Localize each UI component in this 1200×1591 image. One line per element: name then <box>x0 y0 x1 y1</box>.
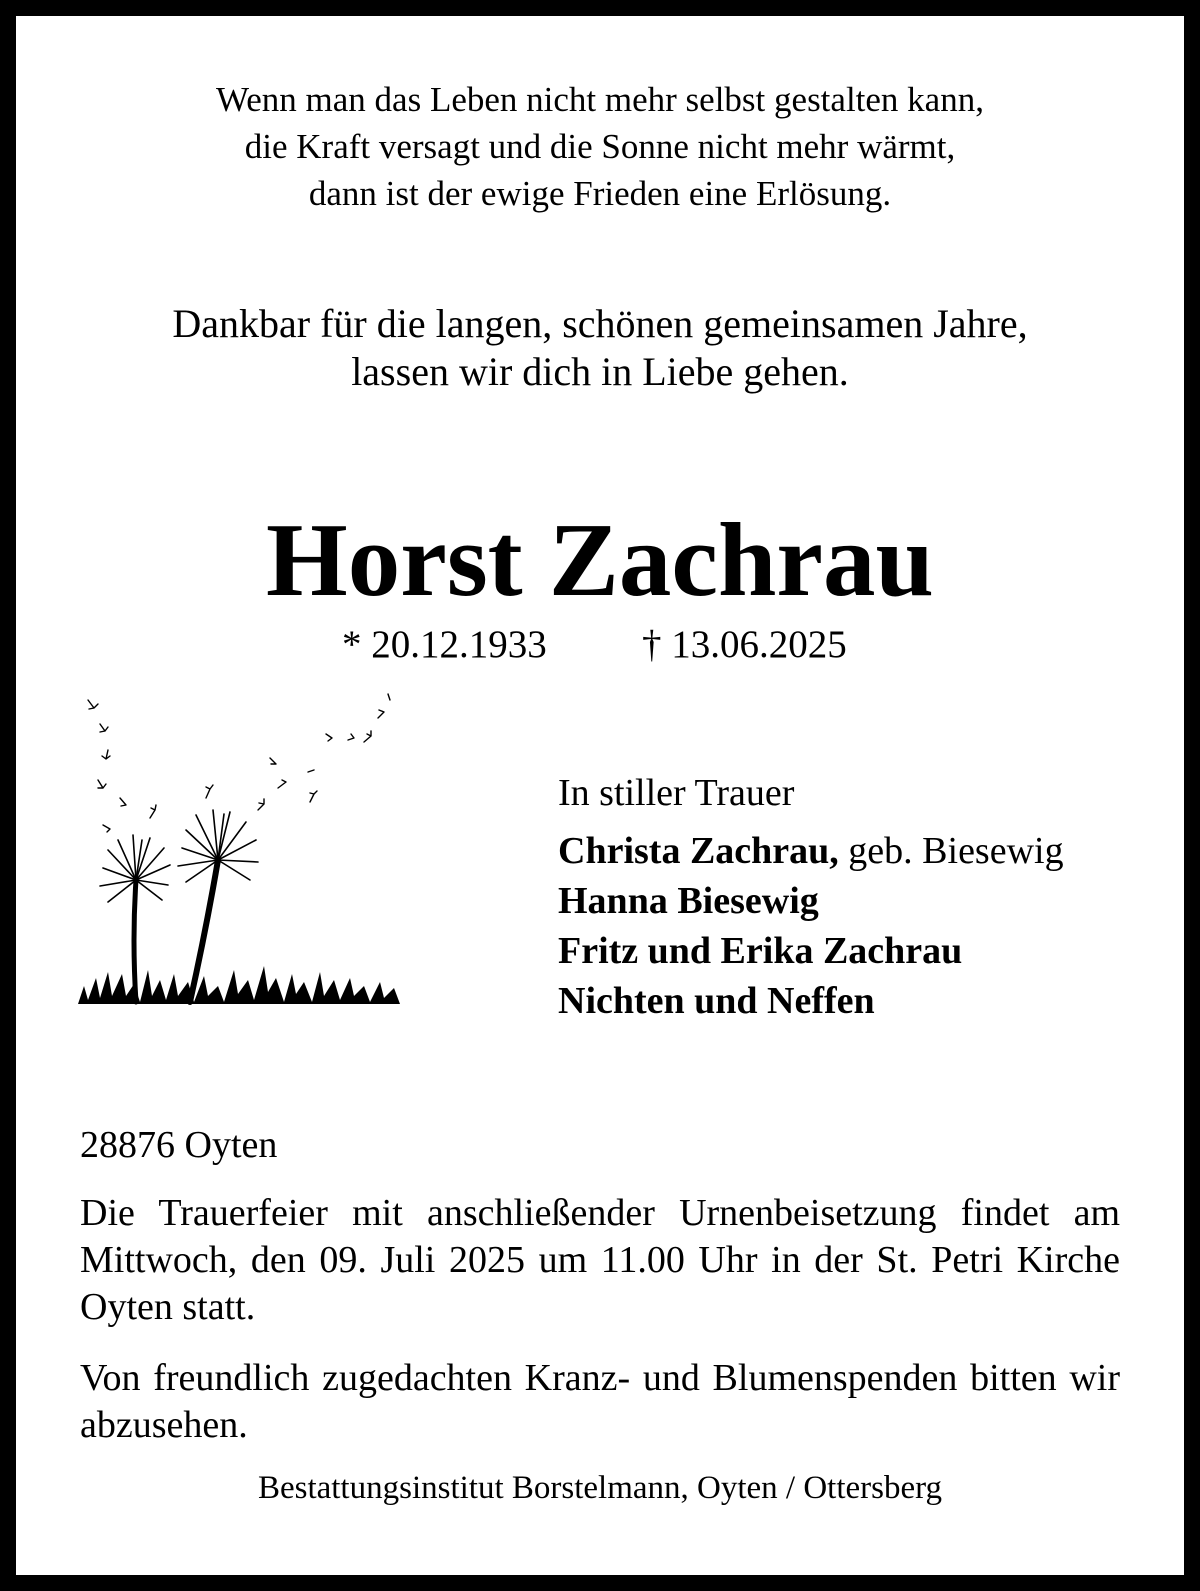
mourning-intro: In stiller Trauer <box>558 772 795 814</box>
ceremony-info <box>80 1190 1120 1331</box>
mourners-block <box>558 768 1064 1026</box>
thanks-line-2: lassen wir dich in Liebe gehen. <box>351 349 849 394</box>
location: 28876 Oyten <box>80 1124 278 1166</box>
flowers-line-2: wir abzusehen. <box>80 1357 1120 1446</box>
opening-quote <box>16 76 1184 217</box>
quote-line-2: die Kraft versagt und die Sonne nicht mehr wärmt, <box>244 127 956 166</box>
mourner-fritz-erika: Fritz und Erika Zachrau <box>558 930 963 972</box>
deceased-name: Horst Zachrau <box>266 501 934 618</box>
death-date: † 13.06.2025 <box>642 623 847 666</box>
mourner-christa-name: Christa Zachrau, <box>558 830 839 872</box>
ceremony-line-2: Mittwoch, den 09. Juli 2025 um 11.00 Uhr in der St. Petri <box>80 1239 1003 1281</box>
ceremony-line-3: Kirche Oyten statt. <box>80 1239 1120 1328</box>
funeral-home: Bestattungsinstitut Borstelmann, Oyten / Ottersberg <box>257 1470 943 1506</box>
mourner-hanna: Hanna Biesewig <box>558 880 819 922</box>
mourner-relatives: Nichten und Neffen <box>558 980 875 1022</box>
thanks-line-1: Dankbar für die langen, schönen gemeinsamen Jahre, <box>172 301 1028 346</box>
quote-line-3: dann ist der ewige Frieden eine Erlösung. <box>308 174 892 213</box>
mourner-christa <box>558 826 1064 876</box>
flowers-note <box>80 1355 1120 1449</box>
birth-date: * 20.12.1933 <box>342 623 547 666</box>
thanks-text <box>16 300 1184 396</box>
quote-line-1: Wenn man das Leben nicht mehr selbst gestalten kann, <box>216 80 984 119</box>
ceremony-line-1: Die Trauerfeier mit anschließender Urnenbeisetzung findet am <box>80 1192 1120 1234</box>
dandelion-icon <box>78 690 408 1020</box>
flowers-line-1: Von freundlich zugedachten Kranz- und Blumenspenden bitten <box>80 1357 1057 1399</box>
mourner-christa-maiden: geb. Biesewig <box>838 830 1064 872</box>
